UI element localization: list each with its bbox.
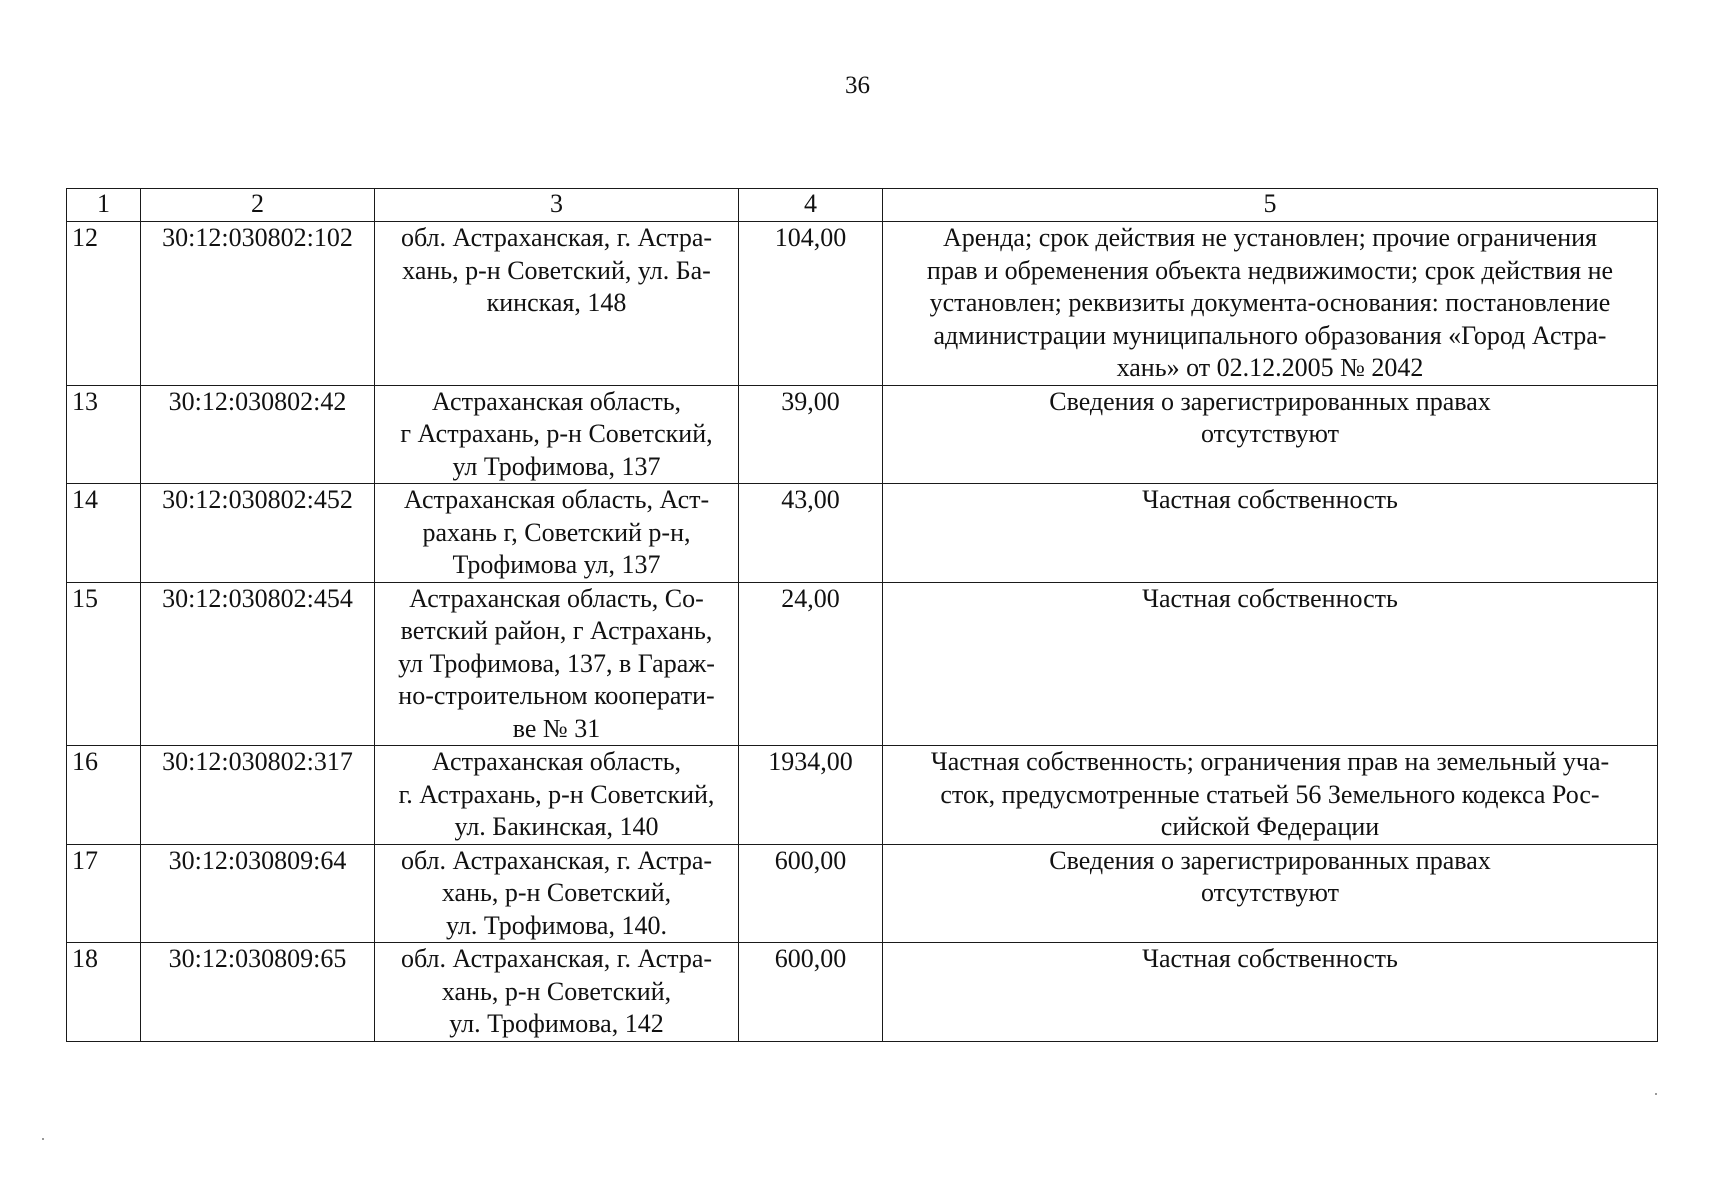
cadastral-number: 30:12:030802:102 bbox=[141, 222, 375, 386]
area-value: 39,00 bbox=[739, 385, 883, 484]
column-header: 3 bbox=[375, 189, 739, 222]
cadastral-number: 30:12:030802:42 bbox=[141, 385, 375, 484]
column-header: 4 bbox=[739, 189, 883, 222]
column-number-row bbox=[67, 189, 1658, 222]
area-value: 600,00 bbox=[739, 943, 883, 1042]
row-number: 13 bbox=[67, 385, 141, 484]
cadastral-number: 30:12:030809:65 bbox=[141, 943, 375, 1042]
address-line: рахань г, Советский р-н, bbox=[422, 517, 691, 547]
rights-cell bbox=[883, 844, 1658, 943]
address-line: но-строительном кооперати- bbox=[398, 681, 715, 710]
rights-line: отсутствуют bbox=[1201, 419, 1339, 448]
table-row bbox=[67, 582, 1658, 746]
cadastral-number: 30:12:030809:64 bbox=[141, 844, 375, 943]
row-number: 17 bbox=[67, 844, 141, 943]
address-line: Астраханская область, bbox=[431, 386, 682, 416]
address-line: ул. Трофимова, 142 bbox=[449, 1009, 664, 1038]
area-value: 600,00 bbox=[739, 844, 883, 943]
scan-speck bbox=[42, 1138, 44, 1140]
address-line: г. Астрахань, р-н Советский, bbox=[398, 779, 715, 809]
rights-line: Частная собственность bbox=[1142, 944, 1398, 973]
cadastral-number: 30:12:030802:452 bbox=[141, 484, 375, 583]
rights-cell bbox=[883, 222, 1658, 386]
address-line: Трофимова ул, 137 bbox=[452, 550, 661, 579]
table-row bbox=[67, 385, 1658, 484]
table-row bbox=[67, 943, 1658, 1042]
rights-cell bbox=[883, 746, 1658, 845]
address-line: ветский район, г Астрахань, bbox=[400, 616, 713, 645]
rights-line: Сведения о зарегистрированных правах bbox=[1049, 386, 1491, 416]
area-value: 24,00 bbox=[739, 582, 883, 746]
column-header: 1 bbox=[67, 189, 141, 222]
address-line: ве № 31 bbox=[512, 713, 601, 743]
rights-line: Частная собственность bbox=[1142, 485, 1398, 514]
rights-line: сток, предусмотренные статьей 56 Земельного кодекса Рос- bbox=[940, 779, 1600, 809]
address-line: г Астрахань, р-н Советский, bbox=[400, 419, 713, 448]
rights-line: Аренда; срок действия не установлен; прочие ограничения bbox=[942, 223, 1598, 252]
column-header: 5 bbox=[883, 189, 1658, 222]
rights-line: Частная собственность; ограничения прав на земельный уча- bbox=[930, 747, 1610, 776]
rights-line: хань» от 02.12.2005 № 2042 bbox=[1116, 353, 1424, 382]
rights-line: Сведения о зарегистрированных правах bbox=[1049, 845, 1491, 875]
address-line: ул. Трофимова, 140. bbox=[446, 910, 667, 940]
table-row bbox=[67, 844, 1658, 943]
address-line: обл. Астраханская, г. Астра- bbox=[400, 223, 713, 252]
rights-line: сийской Федерации bbox=[1160, 812, 1380, 841]
address-line: хань, р-н Советский, bbox=[441, 976, 672, 1006]
address-cell bbox=[375, 484, 739, 583]
row-number: 18 bbox=[67, 943, 141, 1042]
address-cell bbox=[375, 222, 739, 386]
row-number: 12 bbox=[67, 222, 141, 386]
row-number: 15 bbox=[67, 582, 141, 746]
cadastral-number: 30:12:030802:317 bbox=[141, 746, 375, 845]
page-number: 36 bbox=[845, 72, 870, 99]
area-value: 43,00 bbox=[739, 484, 883, 583]
rights-line: Частная собственность bbox=[1142, 583, 1398, 613]
table-row bbox=[67, 746, 1658, 845]
address-line: хань, р-н Советский, bbox=[441, 878, 672, 907]
area-value: 104,00 bbox=[739, 222, 883, 386]
table-row bbox=[67, 484, 1658, 583]
scan-speck bbox=[1655, 1093, 1657, 1095]
land-registry-table bbox=[66, 188, 1658, 1042]
address-line: Астраханская область, bbox=[431, 747, 682, 776]
area-value: 1934,00 bbox=[739, 746, 883, 845]
address-line: обл. Астраханская, г. Астра- bbox=[400, 944, 713, 973]
address-line: Астраханская область, Со- bbox=[409, 583, 704, 613]
address-cell bbox=[375, 844, 739, 943]
address-cell bbox=[375, 943, 739, 1042]
address-line: ул Трофимова, 137, в Гараж- bbox=[398, 648, 715, 678]
rights-line: прав и обременения объекта недвижимости; срок действия не bbox=[926, 255, 1614, 285]
table-row bbox=[67, 222, 1658, 386]
row-number: 16 bbox=[67, 746, 141, 845]
address-line: кинская, 148 bbox=[486, 288, 627, 317]
address-line: ул Трофимова, 137 bbox=[452, 451, 661, 481]
address-line: Астраханская область, Аст- bbox=[403, 485, 710, 514]
address-line: ул. Бакинская, 140 bbox=[454, 812, 659, 841]
address-cell bbox=[375, 582, 739, 746]
rights-cell bbox=[883, 582, 1658, 746]
cadastral-number: 30:12:030802:454 bbox=[141, 582, 375, 746]
rights-cell bbox=[883, 484, 1658, 583]
rights-line: установлен; реквизиты документа-основания: постановление bbox=[929, 288, 1611, 317]
rights-line: администрации муниципального образования «Город Астра- bbox=[933, 320, 1607, 350]
address-line: обл. Астраханская, г. Астра- bbox=[400, 845, 713, 875]
address-cell bbox=[375, 746, 739, 845]
rights-cell bbox=[883, 943, 1658, 1042]
row-number: 14 bbox=[67, 484, 141, 583]
column-header: 2 bbox=[141, 189, 375, 222]
address-line: хань, р-н Советский, ул. Ба- bbox=[402, 255, 711, 285]
address-cell bbox=[375, 385, 739, 484]
rights-cell bbox=[883, 385, 1658, 484]
rights-line: отсутствуют bbox=[1201, 878, 1339, 907]
